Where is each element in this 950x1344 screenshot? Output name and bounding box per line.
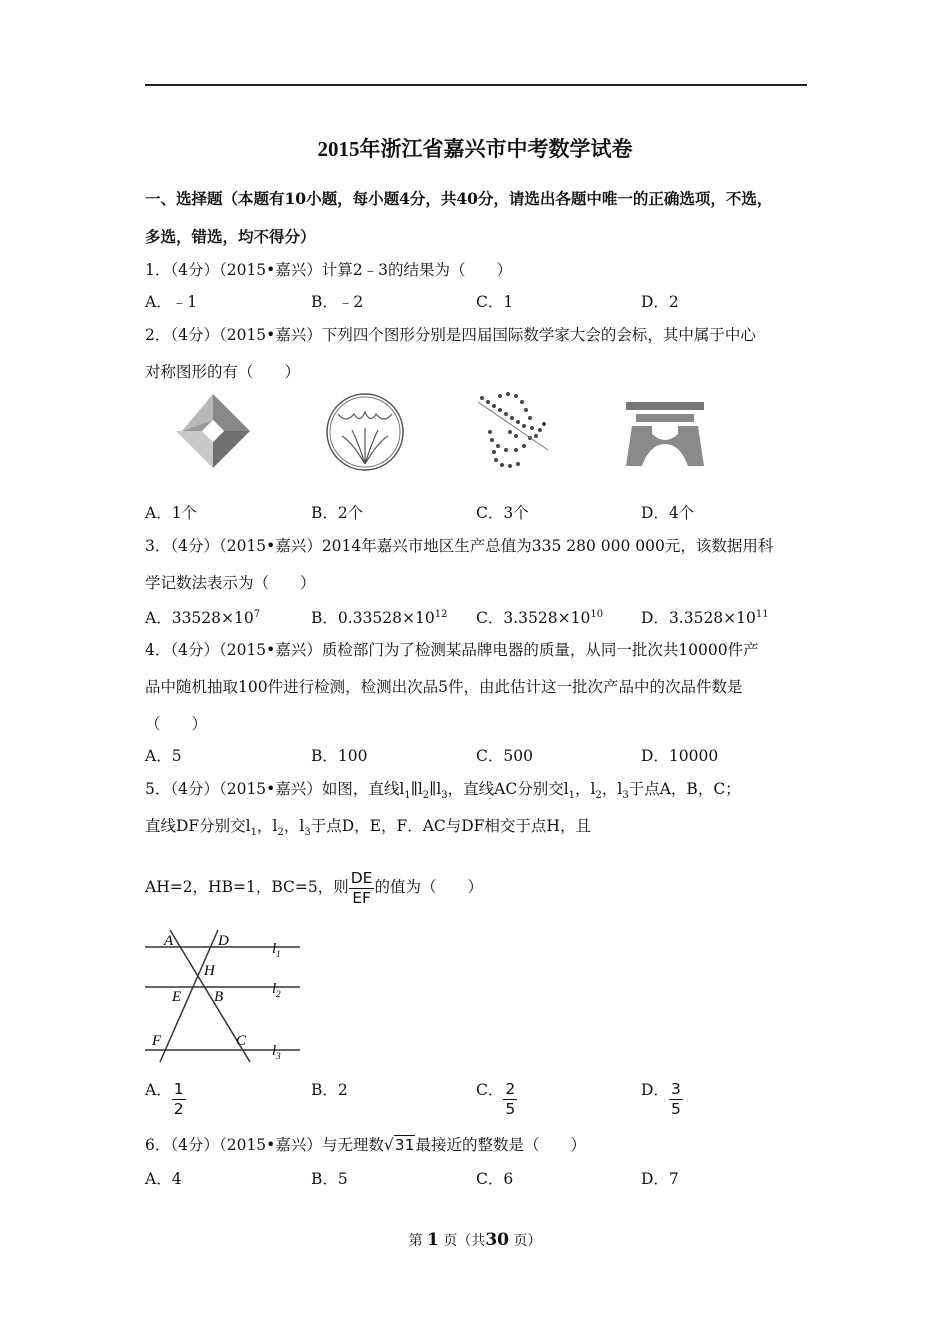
q4-option-a: A．5 [145, 747, 182, 765]
q5-option-d: D． $\frac{3}{5}$ [641, 1080, 681, 1118]
q2-stem-line1: 2．（4分）（2015•嘉兴）下列四个图形分别是四届国际数学家大会的会标，其中属于中心 [145, 326, 756, 344]
fig-label-d: D [218, 933, 229, 949]
q5-stem-line2: 直线DF分别交$l_1$，$l_2$，$l_3$于点D，E，F．AC与DF相交于点H，且 [145, 817, 591, 839]
fig-label-e: E [172, 989, 182, 1005]
q2-option-a: A．1个 [145, 504, 198, 522]
exam-title: 2015年浙江省嘉兴市中考数学试卷 [317, 137, 633, 161]
q5-option-c: C． $\frac{2}{5}$ [476, 1080, 516, 1118]
q6-stem: 6．（4分）（2015•嘉兴）与无理数√31最接近的整数是（ ） [145, 1136, 586, 1154]
page-footer: 第 1 页（共30 页） [408, 1230, 542, 1250]
q4-stem-line1: 4．（4分）（2015•嘉兴）质检部门为了检测某品牌电器的质量，从同一批次共10000件产 [145, 641, 759, 659]
q5-stem-line1: 5．（4分）（2015•嘉兴）如图，直线$l_1\parallel l_2\parallel l_3$，直线AC分别交$l_1$，$l_2$，$l_3$于点A，B，C； [145, 780, 741, 802]
fig-label-b: B [214, 989, 224, 1005]
q3-stem-line1: 3．（4分）（2015•嘉兴）2014年嘉兴市地区生产总值为335 280 000 000元，该数据用科 [145, 537, 774, 555]
q2-stem-line2: 对称图形的有（ ） [145, 363, 301, 381]
logo-circle-arcs-figure [322, 390, 408, 474]
q1-option-b: B．﹣2 [311, 293, 364, 311]
header-rule [145, 84, 807, 86]
q3-option-b: B．$0.33528\times 10^{12}$ [311, 609, 448, 628]
svg-text:l1: $l_1$ [272, 941, 281, 959]
q1-option-c: C．1 [476, 293, 514, 311]
q1-stem: 1．（4分）（2015•嘉兴）计算2﹣3的结果为（ ） [145, 261, 513, 279]
q5-line-labels [268, 935, 292, 1065]
logo-gate-figure [622, 398, 708, 470]
q3-option-d: D．$3.3528\times 10^{11}$ [641, 609, 769, 628]
svg-text:l3: $l_3$ [272, 1043, 281, 1061]
q4-option-b: B．100 [311, 747, 368, 765]
q6-option-c: C．6 [476, 1170, 514, 1188]
q3-option-c: C．$3.3528\times 10^{10}$ [476, 609, 604, 628]
fig-label-h: H [204, 963, 215, 979]
logo-pinwheel-figure [172, 390, 254, 472]
logo-dotted-spiral-figure [470, 388, 555, 473]
fig-label-a: A [164, 933, 174, 949]
q2-option-b: B．2个 [311, 504, 364, 522]
q3-stem-line2: 学记数法表示为（ ） [145, 574, 316, 592]
q4-option-c: C．500 [476, 747, 533, 765]
q1-option-d: D．2 [641, 293, 679, 311]
sqrt-expression: √31 [383, 1136, 415, 1154]
section-heading-line2: 多选，错选，均不得分） [145, 227, 316, 246]
q6-option-b: B．5 [311, 1170, 348, 1188]
q3-option-a: A．$33528\times 10^7$ [145, 609, 261, 628]
q5-option-a: A． $\frac{1}{2}$ [145, 1080, 184, 1118]
q6-option-d: D．7 [641, 1170, 679, 1188]
fig-label-c: C [236, 1033, 247, 1049]
q6-option-a: A．4 [145, 1170, 182, 1188]
q5-ratio-fraction: $\frac{DE}{EF}$ [350, 868, 373, 907]
svg-text:l2: $l_2$ [272, 981, 281, 999]
section-heading-line1: 一、选择题（本题有10小题，每小题4分，共40分，请选出各题中唯一的正确选项，不选， [145, 189, 773, 208]
q5-stem-line3: AH=2，HB=1，BC=5，则 $\frac{DE}{EF}$ 的值为（ ） [145, 868, 483, 907]
q2-option-d: D．4个 [641, 504, 695, 522]
q4-stem-line3: （ ） [145, 715, 208, 733]
q4-option-d: D．10000 [641, 747, 719, 765]
q2-option-c: C．3个 [476, 504, 529, 522]
q5-option-b: B．2 [311, 1081, 348, 1099]
q1-option-a: A．﹣1 [145, 293, 198, 311]
q4-stem-line2: 品中随机抽取100件进行检测，检测出次品5件，由此估计这一批次产品中的次品件数是 [145, 678, 743, 696]
fig-label-f: F [152, 1033, 162, 1049]
